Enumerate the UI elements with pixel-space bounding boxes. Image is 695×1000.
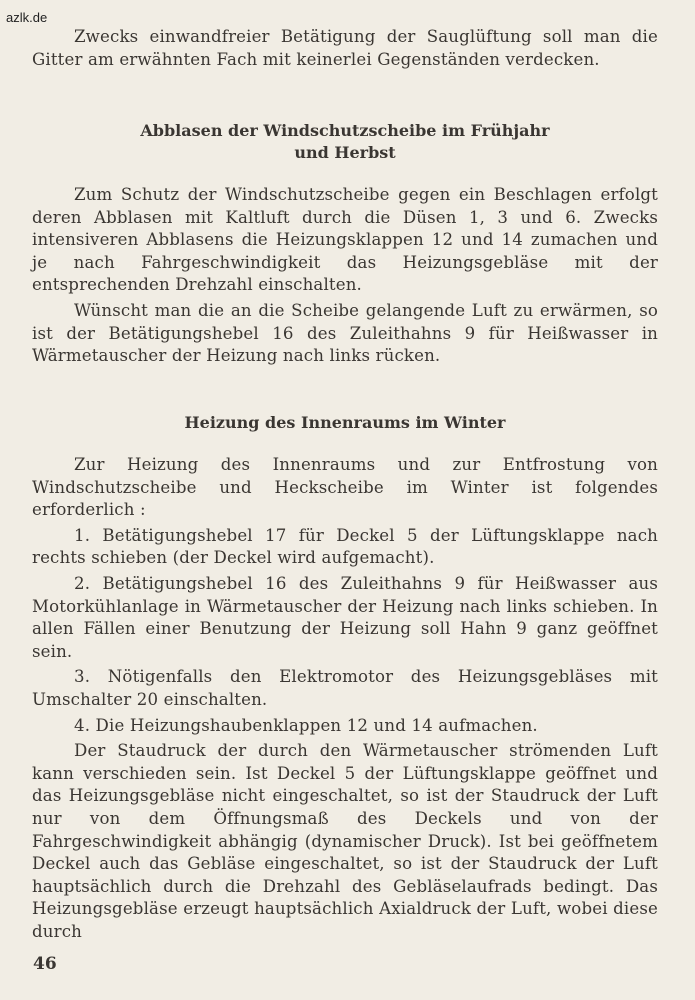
abblasen-paragraph-1: Zum Schutz der Windschutzscheibe gegen ein Beschlagen erfolgt deren Abblasen mit Kaltluft durch die Düsen 1, 3 und 6. Zwecks intensiveren Abblasens die Heizungsklappen 12 und 14 zumachen und je nach Fahrgeschwindigkeit das Heizungsgebläse mit der entsprechenden Drehzahl einschalten. xyxy=(32,185,658,295)
list-item-2: 2. Betätigungshebel 16 des Zuleithahns 9 für Heißwasser aus Motorkühlanlage in Wärmetauscher der Heizung nach links schieben. In allen Fällen einer Benutzung der Heizung soll Hahn 9 ganz geöffnet sein. xyxy=(32,573,658,661)
abblasen-paragraph-2: Wünscht man die an die Scheibe gelangende Luft zu erwärmen, so ist der Betätigungshebel 16 des Zuleithahns 9 für Heißwasser in Wärmetauscher der Heizung nach links rücken. xyxy=(32,300,658,366)
list-item-1: 1. Betätigungshebel 17 für Deckel 5 der Lüftungsklappe nach rechts schieben (der Deckel wird aufgemacht). xyxy=(32,525,658,568)
page-number: 46 xyxy=(33,954,57,974)
staudruck-paragraph: Der Staudruck der durch den Wärmetauscher strömenden Luft kann verschieden sein. Ist Deckel 5 der Lüftungsklappe geöffnet und das Heizungsgebläse nicht eingeschaltet, so ist der Staudruck der Luft nur von dem Öffnungsmaß des Deckels und von der Fahrgeschwindigkeit abhängig (dynamischer Druck). Ist bei geöffnetem Deckel auch das Gebläse eingeschaltet, so ist der Staudruck der Luft hauptsächlich durch die Drehzahl des Gebläselaufrads bedingt. Das Heizungsgebläse erzeugt hauptsächlich Axialdruck der Luft, wobei diese durch xyxy=(32,741,658,941)
winter-block xyxy=(32,454,658,943)
heading-winter-text: Heizung des Innenraums im Winter xyxy=(184,413,506,432)
heading-abblasen xyxy=(32,120,658,164)
intro-paragraph: Zwecks einwandfreier Betätigung der Sauglüftung soll man die Gitter am erwähnten Fach mit keinerlei Gegenständen verdecken. xyxy=(32,27,658,69)
winter-intro-paragraph: Zur Heizung des Innenraums und zur Entfrostung von Windschutzscheibe und Heckscheibe im Winter ist folgendes erforderlich : xyxy=(32,455,658,520)
list-item-4: 4. Die Heizungshaubenklappen 12 und 14 aufmachen. xyxy=(74,715,538,735)
heading-abblasen-line2: und Herbst xyxy=(294,143,396,162)
heading-winter xyxy=(32,412,658,434)
list-item-3: 3. Nötigenfalls den Elektromotor des Heizungsgebläses mit Umschalter 20 einschalten. xyxy=(32,667,658,709)
watermark-text: azlk.de xyxy=(6,10,48,25)
heading-abblasen-line1: Abblasen der Windschutzscheibe im Frühjahr xyxy=(140,121,550,140)
abblasen-block xyxy=(32,184,658,368)
intro-block xyxy=(32,26,658,71)
